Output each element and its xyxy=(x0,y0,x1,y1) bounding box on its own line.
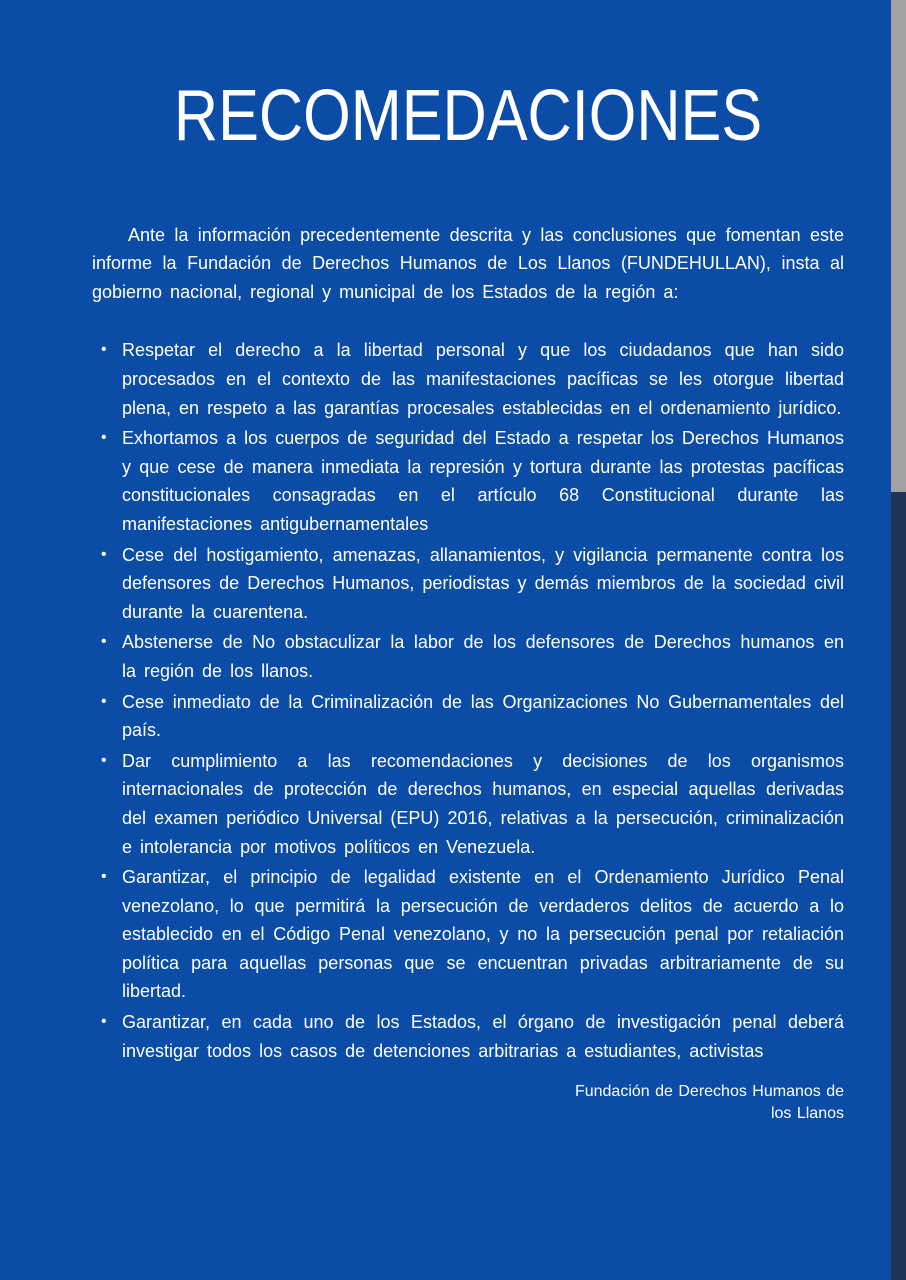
list-item xyxy=(92,688,844,745)
bullet-icon: • xyxy=(101,545,107,563)
list-item xyxy=(92,336,844,422)
page-title xyxy=(92,76,844,157)
bullet-icon: • xyxy=(101,633,107,651)
bullet-icon: • xyxy=(101,868,107,886)
list-item-text: Respetar el derecho a la libertad personal y que los ciudadanos que han sido procesados en el contexto de las manifestaciones pacíficas se les otorgue libertad plena, en respeto a las garantías procesales establecidas en el ordenamiento jurídico. xyxy=(122,340,844,418)
scrollbar-track[interactable] xyxy=(891,0,906,1280)
footer-attribution xyxy=(92,1081,844,1125)
list-item xyxy=(92,747,844,861)
recommendations-list xyxy=(92,336,844,1065)
list-item-text: Exhortamos a los cuerpos de seguridad del Estado a respetar los Derechos Humanos y que cese de manera inmediata la represión y tortura durante las protestas pacíficas constitucionales consagradas en el artículo 68 Constitucional durante las manifestaciones antigubernamentales xyxy=(122,428,844,534)
intro-paragraph: Ante la información precedentemente descrita y las conclusiones que fomentan este informe la Fundación de Derechos Humanos de Los Llanos (FUNDEHULLAN), insta al gobierno nacional, regional y municipal de los Estados de la región a: xyxy=(92,224,844,302)
page-title-text: RECOMEDACIONES xyxy=(173,76,763,156)
bullet-icon: • xyxy=(101,429,107,447)
list-item xyxy=(92,541,844,627)
scrollbar-thumb[interactable] xyxy=(891,0,906,492)
bullet-icon: • xyxy=(101,1013,107,1031)
list-item-text: Cese del hostigamiento, amenazas, allanamientos, y vigilancia permanente contra los defensores de Derechos Humanos, periodistas y demás miembros de la sociedad civil durante la cuarentena. xyxy=(122,544,844,622)
list-item-text: Abstenerse de No obstaculizar la labor de los defensores de Derechos humanos en la región de los llanos. xyxy=(122,632,844,681)
page-content xyxy=(92,0,844,1125)
list-item xyxy=(92,628,844,685)
list-item-text: Garantizar, el principio de legalidad existente en el Ordenamiento Jurídico Penal venezolano, lo que permitirá la persecución de verdaderos delitos de acuerdo a lo establecido en el Código Penal venezolano, y no la persecución penal por retaliación política para aquellas personas que se encuentran privadas arbitrariamente de su libertad. xyxy=(122,867,844,1002)
list-item xyxy=(92,863,844,1006)
list-item-text: Garantizar, en cada uno de los Estados, el órgano de investigación penal deberá investigar todos los casos de detenciones arbitrarias a estudiantes, activistas xyxy=(122,1012,844,1061)
bullet-icon: • xyxy=(101,751,107,769)
list-item-text: Cese inmediato de la Criminalización de las Organizaciones No Gubernamentales del país. xyxy=(122,691,844,741)
footer-line-2: los Llanos xyxy=(770,1105,844,1123)
bullet-icon: • xyxy=(101,692,107,710)
list-item-text: Dar cumplimiento a las recomendaciones y decisiones de los organismos internacionales de protección de derechos humanos, en especial aquellas derivadas del examen periódico Universal (EPU) 2016, relativas a la persecución, criminalización e intolerancia por motivos políticos en Venezuela. xyxy=(122,750,844,857)
footer-line-1: Fundación de Derechos Humanos de xyxy=(574,1083,844,1101)
list-item xyxy=(92,424,844,538)
bullet-icon: • xyxy=(101,341,107,359)
list-item xyxy=(92,1008,844,1065)
